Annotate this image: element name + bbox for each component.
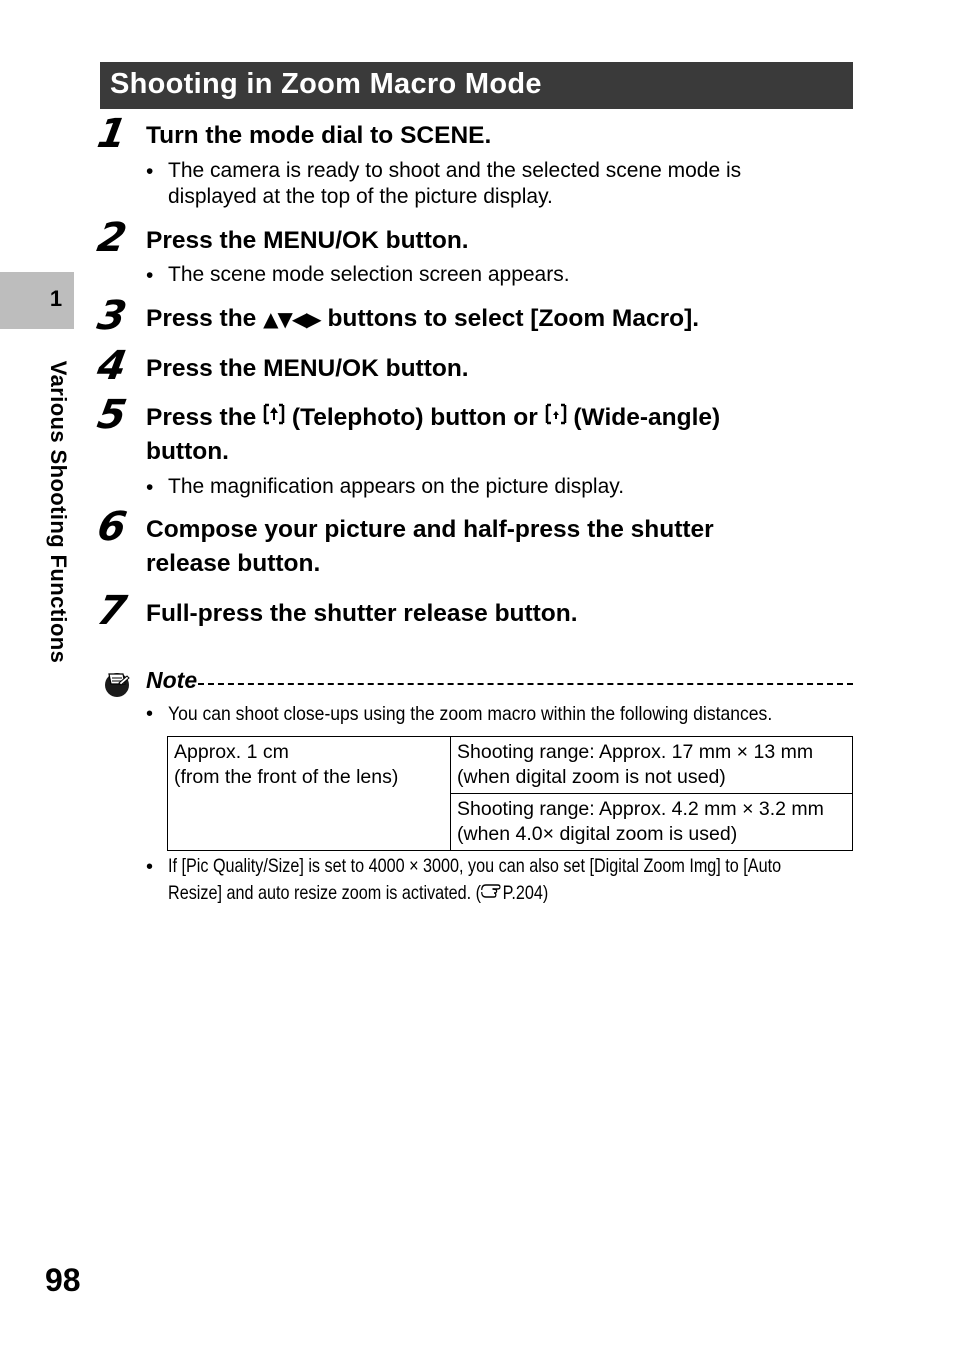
distance-line-2: (from the front of the lens) — [174, 766, 399, 788]
range-2-line-2: (when 4.0× digital zoom is used) — [457, 823, 738, 845]
step-6-text-line-1: Compose your picture and half-press the shutter — [146, 516, 714, 543]
step-5-number: 5 — [93, 392, 130, 438]
bullet-marker: • — [146, 476, 154, 499]
range-1-line-1: Shooting range: Approx. 17 mm × 13 mm — [457, 741, 814, 763]
section-title: Shooting in Zoom Macro Mode — [110, 68, 542, 100]
distance-line-1: Approx. 1 cm — [174, 741, 289, 763]
chapter-number: 1 — [49, 286, 63, 311]
step-6-text-line-2: release button. — [146, 550, 321, 577]
range-2-line-1: Shooting range: Approx. 4.2 mm × 3.2 mm — [457, 798, 824, 820]
arrow-buttons-icon: ▲▼◀▶ — [263, 307, 321, 331]
page-reference-link[interactable]: P.204 — [502, 882, 543, 904]
step-7-text: Full-press the shutter release button. — [146, 600, 578, 627]
step-2-bullet: The scene mode selection screen appears. — [168, 263, 570, 286]
step-7-number: 7 — [93, 588, 130, 634]
step-5-text-a: Press the — [146, 404, 264, 431]
step-3-text — [146, 302, 699, 336]
note-bullet-2-line-2-pre: Resize] and auto resize zoom is activated. ( — [168, 882, 482, 904]
bullet-marker: • — [146, 703, 154, 725]
note-divider — [198, 683, 853, 685]
step-1-text: Turn the mode dial to SCENE. — [146, 122, 492, 149]
note-bullet-2-line-2-post: ) — [542, 882, 549, 904]
step-4-text: Press the MENU/OK button. — [146, 355, 469, 382]
step-3-text-post: buttons to select [Zoom Macro]. — [320, 305, 700, 332]
step-5-text-c: (Wide-angle) — [566, 404, 721, 431]
step-3-text-pre: Press the — [146, 305, 264, 332]
bullet-marker: • — [146, 856, 154, 878]
page-number: 98 — [45, 1262, 81, 1298]
step-1-number: 1 — [93, 111, 130, 157]
range-1-line-2: (when digital zoom is not used) — [457, 766, 726, 788]
step-5-text-b: (Telephoto) button or — [285, 404, 545, 431]
wide-angle-icon — [545, 402, 567, 436]
telephoto-icon — [263, 402, 285, 436]
bullet-marker: • — [146, 160, 154, 183]
bullet-marker: • — [146, 264, 154, 287]
step-3-number: 3 — [93, 293, 130, 339]
step-4-number: 4 — [93, 343, 130, 389]
step-1-bullet-line-1: The camera is ready to shoot and the selected scene mode is — [168, 159, 742, 182]
range-cell-1 — [451, 737, 853, 794]
range-cell-2 — [451, 794, 853, 851]
distance-cell — [168, 737, 451, 851]
step-6-number: 6 — [93, 504, 130, 550]
step-1-bullet-line-2: displayed at the top of the picture display. — [168, 185, 553, 208]
note-label: Note — [146, 667, 198, 693]
reference-hand-icon — [481, 880, 503, 907]
note-bullet-2-line-2 — [168, 880, 548, 907]
note-bullet-1: You can shoot close-ups using the zoom macro within the following distances. — [168, 703, 773, 725]
step-2-number: 2 — [93, 215, 130, 261]
step-5-text-line-2: button. — [146, 438, 229, 465]
note-bullet-2-line-1: If [Pic Quality/Size] is set to 4000 × 3000, you can also set [Digital Zoom Img] to [Auto — [168, 855, 782, 877]
shooting-range-table — [167, 736, 853, 851]
step-5-text — [146, 401, 720, 436]
chapter-title: Various Shooting Functions — [46, 360, 71, 664]
note-icon — [103, 670, 131, 698]
step-5-bullet: The magnification appears on the picture display. — [168, 475, 625, 498]
step-2-text: Press the MENU/OK button. — [146, 227, 469, 254]
